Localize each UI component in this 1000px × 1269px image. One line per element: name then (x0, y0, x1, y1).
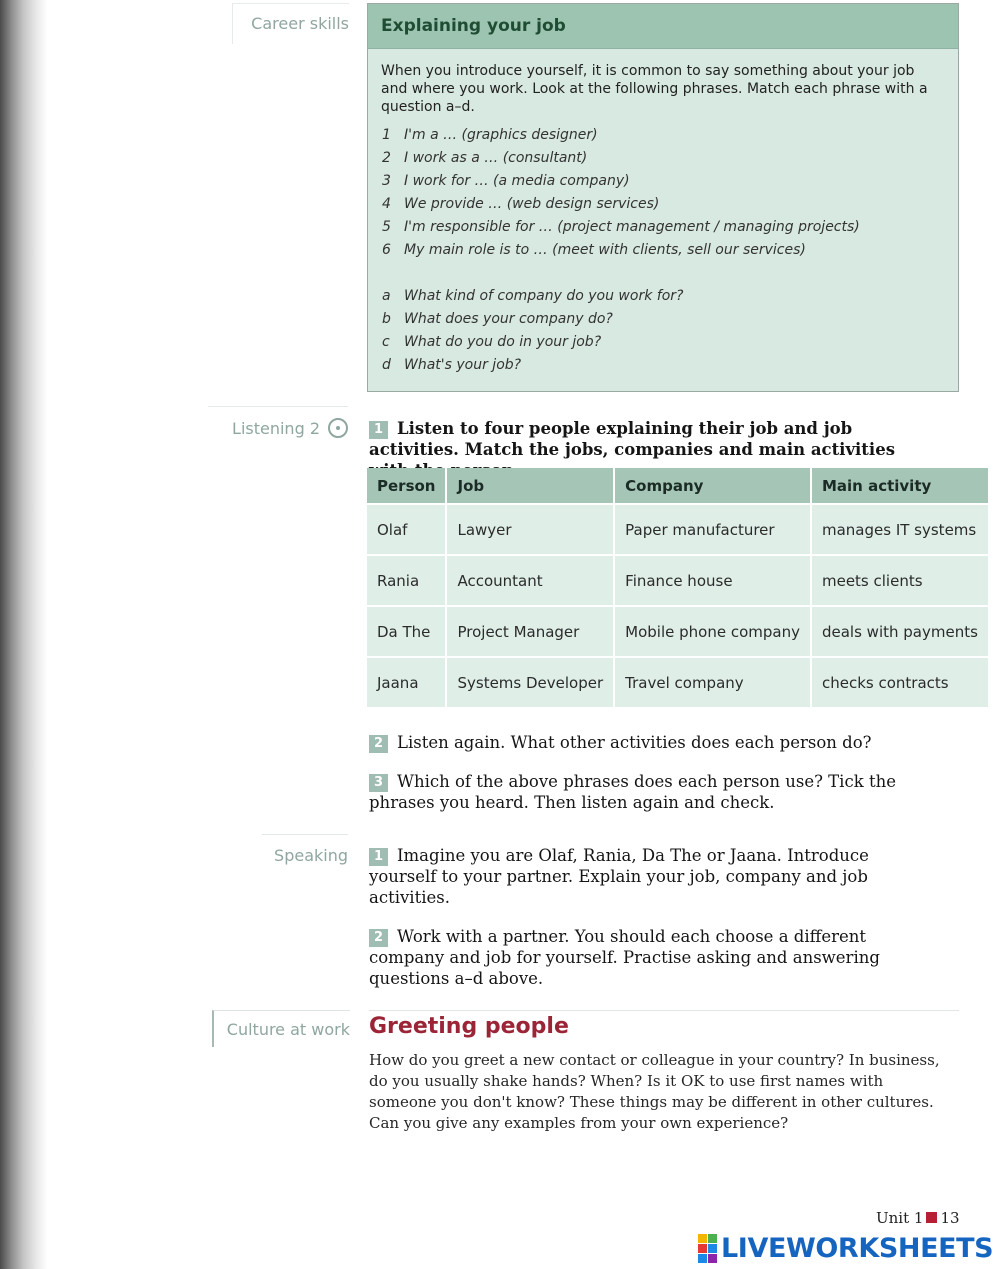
table-row (367, 657, 988, 707)
task-number-badge: 2 (369, 735, 388, 753)
listening-task-3: 3 Which of the above phrases does each person use? Tick the phrases you heard. Then listen again and check. (369, 772, 896, 812)
table-row (367, 504, 988, 555)
column-header: Person (367, 468, 446, 504)
page-number: 13 (940, 1209, 960, 1227)
table-cell: Accountant (446, 555, 614, 606)
liveworksheets-watermark (698, 1233, 993, 1263)
phrase-item: 1 I'm a … (graphics designer) (382, 127, 598, 143)
speaking-task-2: 2 Work with a partner. You should each choose a different company and job for yourself. Practise asking and answering questions a–d above. (369, 927, 880, 988)
table-cell: checks contracts (811, 657, 988, 707)
table-cell: Rania (367, 555, 446, 606)
career-skills-box (367, 3, 959, 392)
phrase-item: 5 I'm responsible for … (project management / managing projects) (382, 219, 860, 235)
section-divider (369, 1010, 959, 1011)
unit-label: Unit 1 (876, 1209, 924, 1227)
audio-cd-icon[interactable] (328, 418, 348, 438)
career-skills-label (232, 3, 349, 44)
liveworksheets-logo-icon (698, 1234, 717, 1263)
table-row (367, 606, 988, 657)
phrase-item: 4 We provide … (web design services) (382, 196, 660, 212)
career-skills-title: Explaining your job (368, 4, 958, 49)
listening-task-2: 2 Listen again. What other activities does each person do? (369, 732, 954, 753)
phrase-item: 3 I work for … (a media company) (382, 173, 630, 189)
listening-task-1: 1 Listen to four people explaining their job and job activities. Match the jobs, companies and main activities (369, 419, 895, 459)
task-number-badge: 1 (369, 421, 388, 439)
question-item: a What kind of company do you work for? (382, 288, 684, 304)
table-cell: Finance house (614, 555, 811, 606)
task-number-badge: 2 (369, 929, 388, 947)
red-square-icon (926, 1212, 937, 1223)
table-cell: Olaf (367, 504, 446, 555)
speaking-task-1: 1 Imagine you are Olaf, Rania, Da The or Jaana. Introduce yourself to your partner. Explain your job, company and job activities. (369, 846, 869, 907)
column-header: Main activity (811, 468, 988, 504)
page-binding-shadow (0, 0, 215, 1269)
column-header: Job (446, 468, 614, 504)
table-cell: manages IT systems (811, 504, 988, 555)
greeting-people-body: How do you greet a new contact or colleague in your country? In business, do you usually shake hands? When? Is it OK to use first names with someone you don't know? These things may be different in other cultures. Can you give any examples from your own experience? (369, 1051, 940, 1132)
question-item: c What do you do in your job? (382, 334, 602, 350)
speaking-text: Speaking (274, 846, 348, 865)
greeting-people-title: Greeting people (369, 1014, 569, 1039)
table-cell: Jaana (367, 657, 446, 707)
page-footer (876, 1209, 960, 1227)
table-row (367, 555, 988, 606)
column-header: Company (614, 468, 811, 504)
listening-text: Listening 2 (232, 419, 320, 438)
speaking-label (262, 834, 348, 875)
phrase-item: 2 I work as a … (consultant) (382, 150, 588, 166)
table-cell: Systems Developer (446, 657, 614, 707)
listening-label (208, 406, 348, 447)
task-number-badge: 3 (369, 774, 388, 792)
career-skills-text: Career skills (251, 14, 349, 33)
question-item: d What's your job? (382, 357, 522, 373)
table-cell: meets clients (811, 555, 988, 606)
table-cell: Project Manager (446, 606, 614, 657)
table-cell: Da The (367, 606, 446, 657)
table-header-row (367, 468, 988, 504)
career-skills-intro: When you introduce yourself, it is common to say something about your job and where you work. Look at the following phrases. Match each phrase with a question a–d. (381, 63, 928, 115)
culture-at-work-text: Culture at work (226, 1020, 350, 1039)
table-cell: Travel company (614, 657, 811, 707)
watermark-text: LIVEWORKSHEETS (721, 1232, 994, 1264)
question-item: b What does your company do? (382, 311, 613, 327)
table-cell: Mobile phone company (614, 606, 811, 657)
table-cell: Lawyer (446, 504, 614, 555)
culture-at-work-label (212, 1010, 350, 1047)
table-cell: Paper manufacturer (614, 504, 811, 555)
jobs-table (367, 468, 988, 707)
task-number-badge: 1 (369, 848, 388, 866)
phrase-item: 6 My main role is to … (meet with clients, sell our services) (382, 242, 806, 258)
table-cell: deals with payments (811, 606, 988, 657)
